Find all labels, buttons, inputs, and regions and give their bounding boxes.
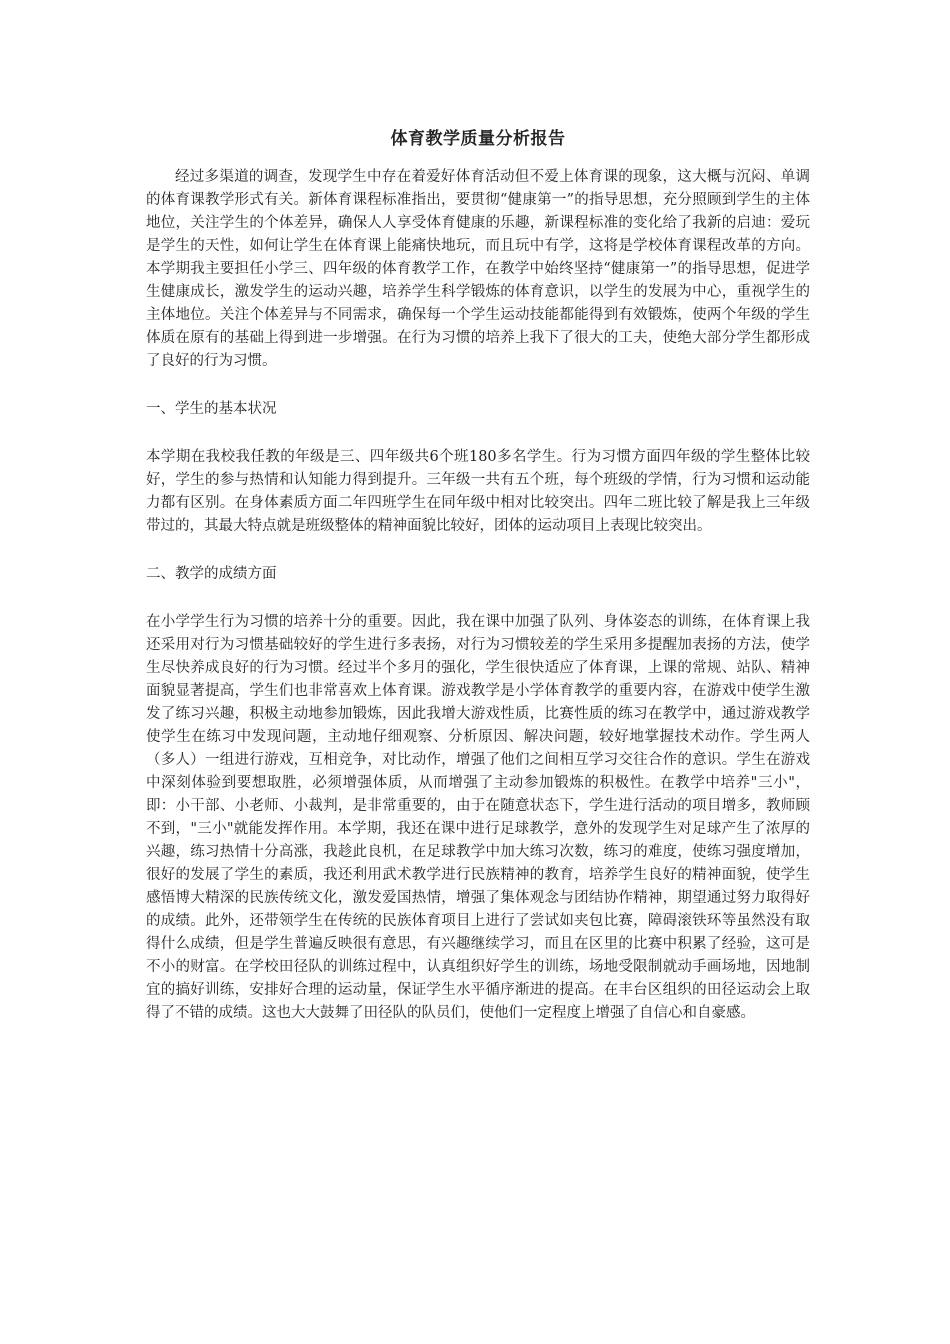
spacer [146, 586, 810, 611]
spacer [146, 373, 810, 398]
intro-paragraph: 经过多渠道的调查，发现学生中存在着爱好体育活动但不爱上体育课的现象，这大概与沉闷、单调的体育课教学形式有关。新体育课程标准指出，要贯彻“健康第一”的指导思想，充分照顾到学生的主体地位，关注学生的个体差异，确保人人享受体育健康的乐趣，新课程标准的变化给了我新的启迪：爱玩是学生的天性，如何让学生在体育课上能痛快地玩，而且玩中有学，这将是学校体育课程改革的方向。本学期我主要担任小学三、四年级的体育教学工作，在教学中始终坚持“健康第一”的指导思想，促进学生健康成长，激发学生的运动兴趣，培养学生科学锻炼的体育意识，以学生的发展为中心，重视学生的主体地位。关注个体差异与不同需求，确保每一个学生运动技能都能得到有效锻炼，使两个年级的学生体质在原有的基础上得到进一步增强。在行为习惯的培养上我下了很大的工夫，使绝大部分学生都形成了良好的行为习惯。 [146, 169, 810, 369]
section-heading-achievements: 二、教学的成绩方面 [146, 566, 277, 582]
section-body-achievements: 在小学学生行为习惯的培养十分的重要。因此，我在课中加强了队列、身体姿态的训练，在体育课上我还采用对行为习惯基础较好的学生进行多表扬，对行为习惯较差的学生采用多提醒加表扬的方法，使学生尽快养成良好的行为习惯。经过半个多月的强化，学生很快适应了体育课，上课的常规、站队、精神面貌显著提高，学生们也非常喜欢上体育课。游戏教学是小学体育教学的重要内容，在游戏中使学生激发了练习兴趣，积极主动地参加锻炼，因此我增大游戏性质，比赛性质的练习在教学中，通过游戏教学使学生在练习中发现问题，主动地仔细观察、分析原因、解决问题，较好地掌握技术动作。学生两人（多人）一组进行游戏，互相竞争，对比动作，增强了他们之间相互学习交往合作的意识。学生在游戏中深刻体验到要想取胜，必须增强体质，从而增强了主动参加锻炼的积极性。在教学中培养"三小"，即：小干部、小老师、小裁判，是非常重要的，由于在随意状态下，学生进行活动的项目增多，教师顾不到，"三小"就能发挥作用。本学期，我还在课中进行足球教学，意外的发现学生对足球产生了浓厚的兴趣，练习热情十分高涨，我趁此良机，在足球教学中加大练习次数，练习的难度，使练习强度增加，很好的发展了学生的素质，我还利用武术教学进行民族精神的教育，培养学生良好的精神面貌，使学生感悟博大精深的民族传统文化，激发爱国热情，增强了集体观念与团结协作精神，期望通过努力取得好的成绩。此外，还带领学生在传统的民族体育项目上进行了尝试如夹包比赛，障碍滚铁环等虽然没有取得什么成绩，但是学生普遍反映很有意思，有兴趣继续学习，而且在区里的比赛中积累了经验，这可是不小的财富。在学校田径队的训练过程中，认真组织好学生的训练，场地受限制就动手画场地，因地制宜的搞好训练，安排好合理的运动量，保证学生水平循序渐进的提高。在丰台区组织的田径运动会上取得了不错的成绩。这也大大鼓舞了田径队的队员们，使他们一定程度上增强了自信心和自豪感。 [146, 614, 810, 1021]
section-body-students: 本学期在我校我任教的年级是三、四年级共6个班180多名学生。行为习惯方面四年级的学生整体比较好，学生的参与热情和认知能力得到提升。三年级一共有五个班，每个班级的学情，行为习惯和运动能力都有区别。在身体素质方面二年四班学生在同年级中相对比较突出。四年二班比较了解是我上三年级带过的，其最大特点就是班级整体的精神面貌比较好，团体的运动项目上表现比较突出。 [146, 449, 810, 534]
document-title: 体育教学质量分析报告 [390, 129, 566, 149]
spacer [146, 421, 810, 446]
spacer [146, 538, 810, 563]
document-page [146, 128, 810, 1025]
section-heading-students: 一、学生的基本状况 [146, 401, 277, 417]
